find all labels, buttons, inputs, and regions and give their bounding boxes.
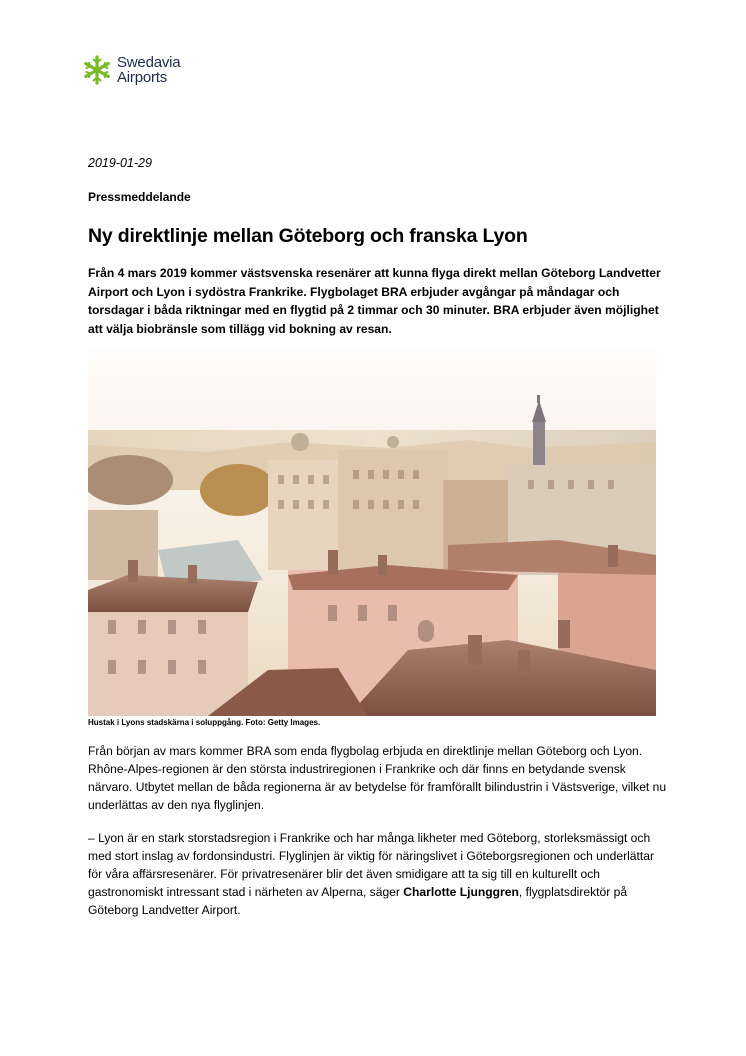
lyon-rooftops-photo — [88, 350, 656, 716]
headline: Ny direktlinje mellan Göteborg och franska Lyon — [88, 225, 528, 247]
swedavia-snowflake-icon — [82, 55, 112, 85]
lyon-rooftops-illustration — [88, 350, 656, 716]
quote-text: – Lyon är en stark storstadsregion i Frankrike och har många likheter med Göteborg, storleksmässigt och med stort inslag av fordonsindustri. Flyglinjen är viktig för näringslivet i Göteborgsregionen och underlättar för våra affärsresenärer. För privatresenärer blir det även smidigare att ta sig till en kulturellt och gastronomiskt intressant stad i närheten av Alperna, säger — [88, 831, 655, 899]
spokesperson-title: , flygplatsdirektör på Göteborg Landvetter Airport. — [88, 884, 628, 917]
release-date: 2019-01-29 — [88, 156, 152, 170]
brand-line-2: Airports — [117, 69, 168, 86]
photo-caption: Hustak i Lyons stadskärna i soluppgång. Foto: Getty Images. — [88, 718, 321, 727]
body-paragraph-1: Från början av mars kommer BRA som enda flygbolag erbjuda en direktlinje mellan Göteborg och Lyon. Rhône-Alpes-regionen är den största industriregionen i Frankrike och där finns en betydande svensk närvaro. Utbytet mellan de båda regionerna är av betydelse för framförallt bilindustrin i Västsverige, vilket nu underlättas av den nya flyglinjen. — [88, 744, 667, 812]
document-type-label: Pressmeddelande — [88, 190, 191, 204]
lead-paragraph: Från 4 mars 2019 kommer västsvenska resenärer att kunna flyga direkt mellan Göteborg Landvetter Airport och Lyon i sydöstra Frankrike. Flygbolaget BRA erbjuder avgångar på måndagar och torsdagar i båda riktningar med en flygtid på 2 timmar och 30 minuter. BRA erbjuder även möjlighet att välja biobränsle som tillägg vid bokning av resan. — [88, 266, 661, 336]
swedavia-logo — [82, 52, 180, 88]
brand-line-1: Swedavia — [117, 54, 181, 71]
body-paragraph-2 — [88, 830, 668, 920]
spokesperson-name: Charlotte Ljunggren — [403, 884, 519, 899]
